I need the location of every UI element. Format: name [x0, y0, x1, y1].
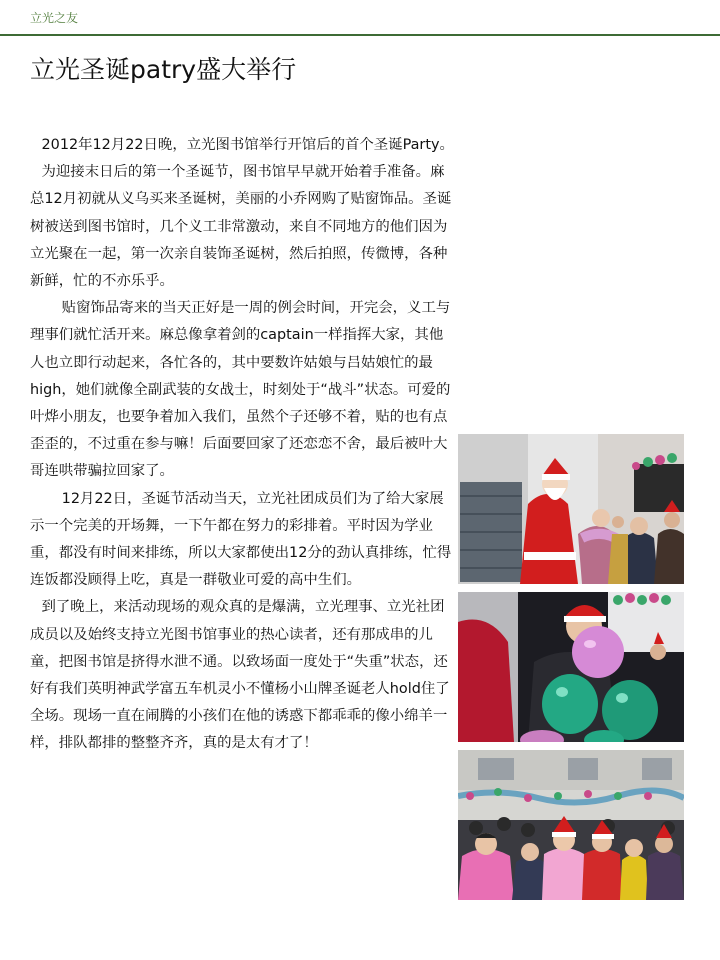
article-title: 立光圣诞patry盛大举行: [30, 55, 297, 84]
paragraph: 贴窗饰品寄来的当天正好是一周的例会时间，开完会，义工与理事们就忙活开来。麻总像拿着剑的captain一样指挥大家，其他人也立即行动起来，各忙各的，其中要数许姑娘与吕姑娘忙的最high，她们就像全副武装的女战士，时刻处于“战斗”状态。可爱的叶烨小朋友，也要争着加入我们，虽然个子还够不着，贴的也有点歪歪的，不过重在参与嘛！后面要回家了还恋恋不舍，最后被叶大哥连哄带骗拉回家了。: [30, 300, 451, 480]
photo-balloons: [458, 592, 684, 742]
paragraph: 2012年12月22日晚，立光图书馆举行开馆后的首个圣诞Party。: [41, 137, 454, 153]
paragraph: 12月22日，圣诞节活动当天，立光社团成员们为了给大家展示一个完美的开场舞，一下午都在努力的彩排着。平时因为学业重，都没有时间来排练，所以大家都使出12分的劲认真排练，忙得连饭都没顾得上吃，真是一群敬业可爱的高中生们。: [30, 490, 452, 589]
header-bar: [0, 0, 720, 36]
paragraph: 为迎接末日后的第一个圣诞节，图书馆早早就开始着手准备。麻总12月初就从义乌买来圣诞树，美丽的小乔网购了贴窗饰品。圣诞树被送到图书馆时，几个义工非常激动，来自不同地方的他们因为立光聚在一起，第一次亲自装饰圣诞树，然后拍照，传微博，各种新鲜，忙的不亦乐乎。: [30, 164, 452, 290]
article-body: [30, 132, 454, 758]
publication-name: 立光之友: [30, 11, 79, 25]
photo-crowd: [458, 750, 684, 900]
photo-santa: [458, 434, 684, 584]
paragraph: 到了晚上，来活动现场的观众真的是爆满，立光理事、立光社团成员以及始终支持立光图书馆事业的热心读者，还有那成串的儿童，把图书馆是挤得水泄不通。以致场面一度处于“失重”状态，还好有我们英明神武学富五车机灵小不懂杨小山牌圣诞老人hold住了全场。现场一直在闹腾的小孩们在他的诱惑下都乖乖的像小绵羊一样，排队都排的整整齐齐，真的是太有才了！: [30, 599, 450, 752]
